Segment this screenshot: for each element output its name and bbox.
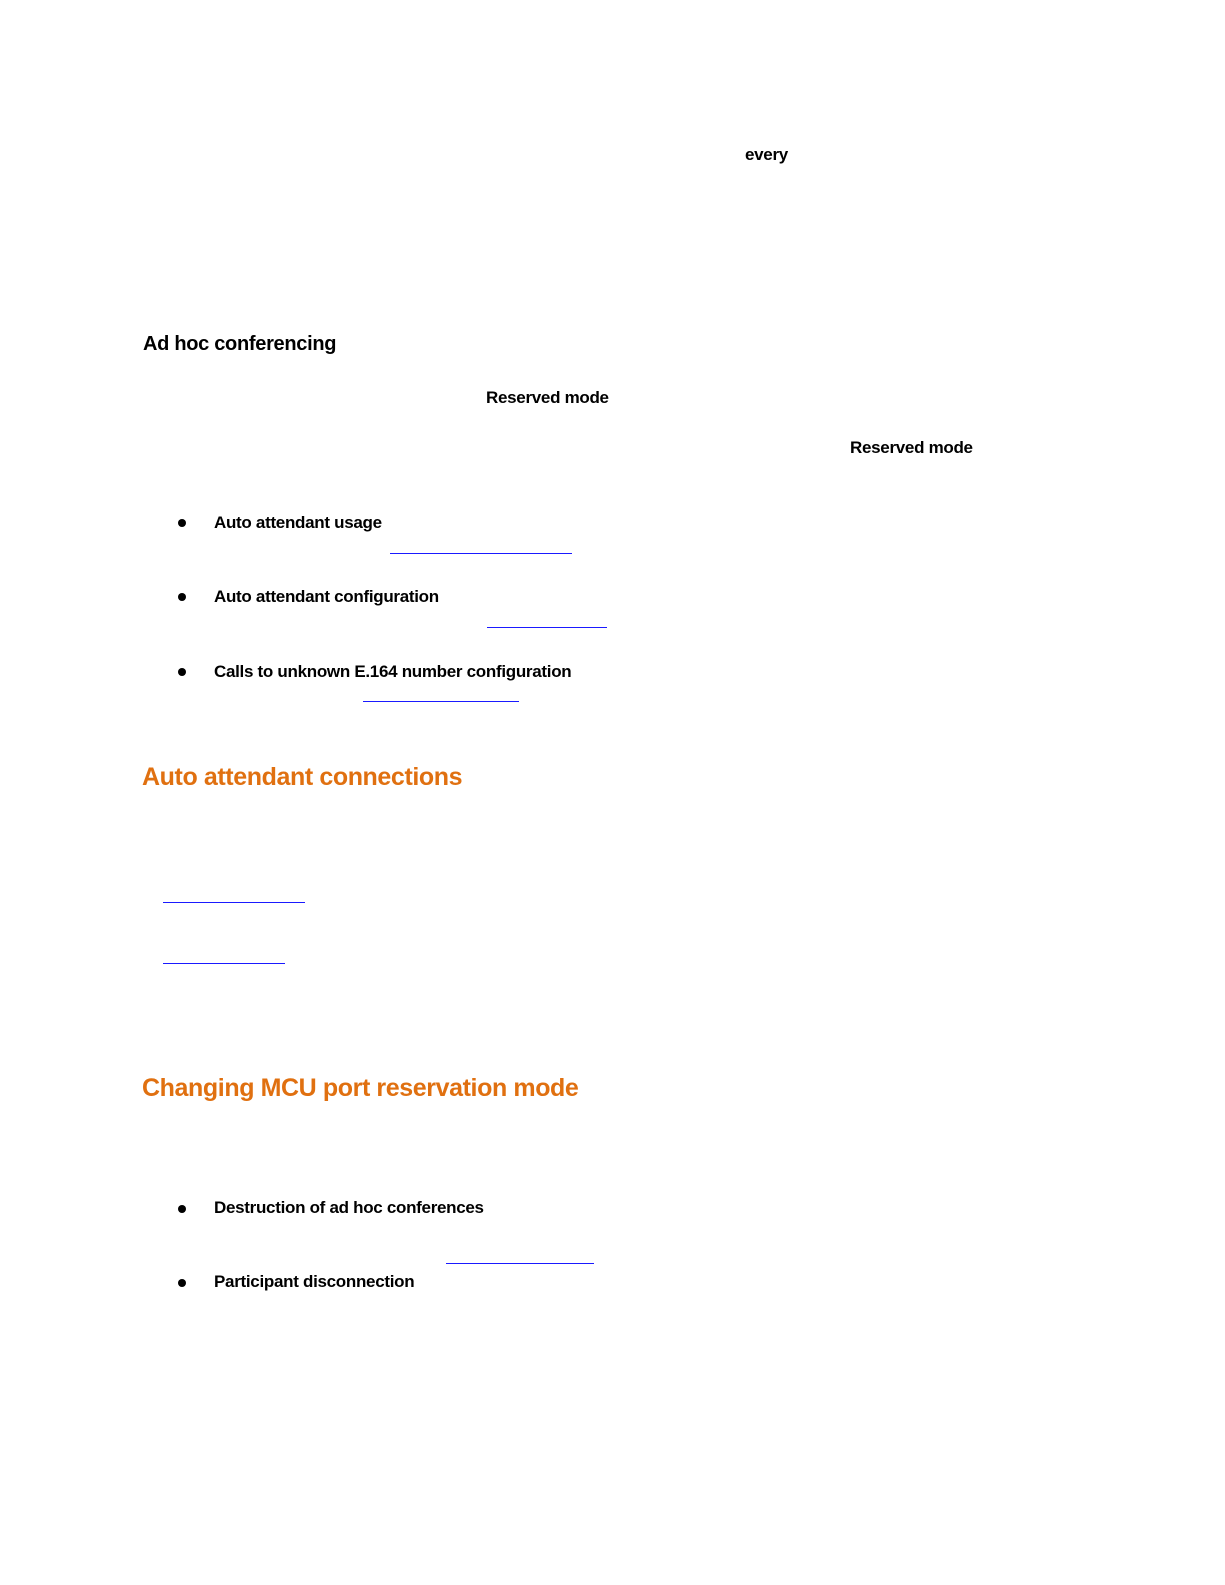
reserved-mode-term: Reserved mode bbox=[850, 438, 973, 457]
bullet-auto-attendant-configuration: Auto attendant configuration bbox=[214, 587, 439, 606]
bullet-dot bbox=[178, 1205, 186, 1213]
bullet-dot bbox=[178, 519, 186, 527]
bullet-auto-attendant-usage: Auto attendant usage bbox=[214, 513, 382, 532]
emphasis-every: every bbox=[745, 145, 788, 164]
bullet-dot bbox=[178, 1279, 186, 1287]
bullet-destruction-adhoc: Destruction of ad hoc conferences bbox=[214, 1198, 484, 1217]
bullet-dot bbox=[178, 593, 186, 601]
link-underline[interactable] bbox=[163, 963, 285, 964]
bullet-unknown-e164-configuration: Calls to unknown E.164 number configuration bbox=[214, 662, 572, 681]
changing-mode-heading: Changing MCU port reservation mode bbox=[142, 1074, 579, 1102]
auto-attendant-heading: Auto attendant connections bbox=[142, 763, 463, 791]
link-underline[interactable] bbox=[163, 902, 305, 903]
link-underline[interactable] bbox=[487, 627, 607, 628]
link-underline[interactable] bbox=[446, 1263, 594, 1264]
bullet-participant-disconnection: Participant disconnection bbox=[214, 1272, 415, 1291]
bullet-dot bbox=[178, 668, 186, 676]
adhoc-heading: Ad hoc conferencing bbox=[143, 333, 337, 355]
reserved-mode-term: Reserved mode bbox=[486, 388, 609, 407]
link-underline[interactable] bbox=[390, 553, 572, 554]
link-underline[interactable] bbox=[363, 701, 519, 702]
